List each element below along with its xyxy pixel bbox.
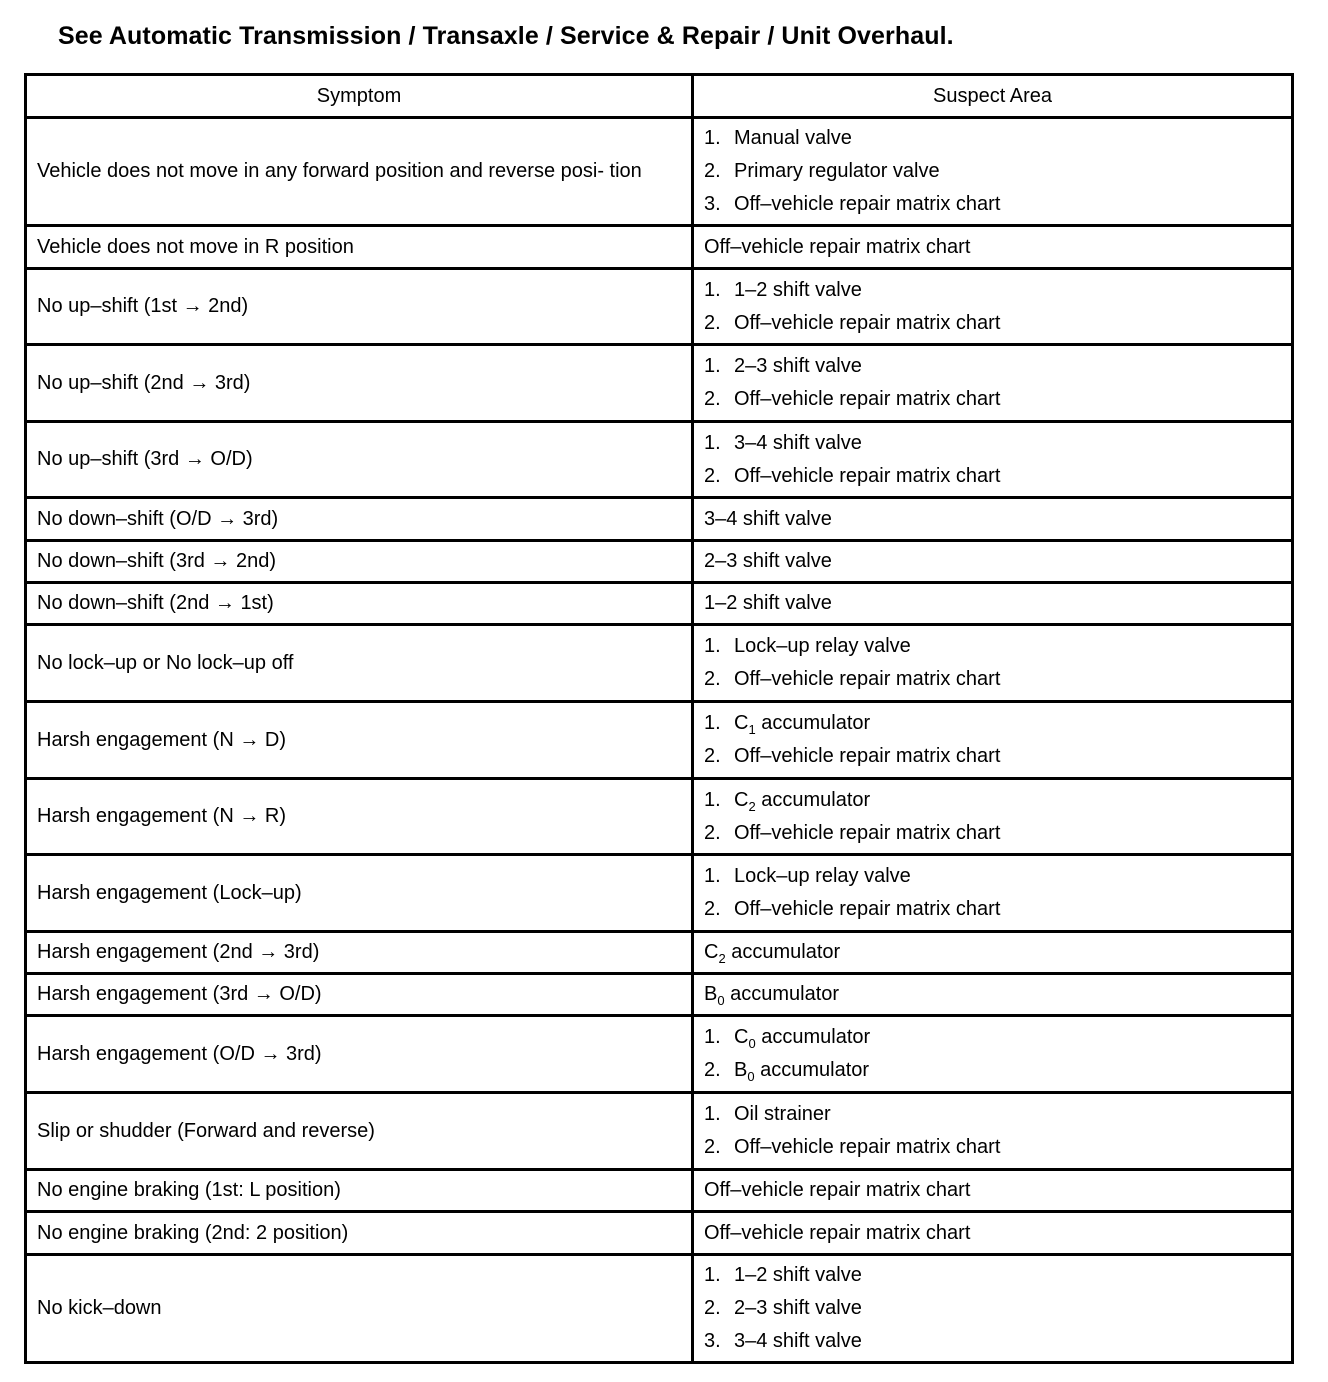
suspect-item (704, 350, 1281, 383)
suspect-area-cell (693, 855, 1293, 932)
item-number: 2. (704, 821, 721, 844)
symptom-cell: No up–shift (3rd → O/D) (26, 422, 693, 498)
table-row (26, 541, 1293, 583)
table-row (26, 932, 1293, 974)
suspect-item (704, 936, 1281, 969)
suspect-area-cell (693, 932, 1293, 974)
table-row (26, 702, 1293, 779)
suspect-item (704, 1021, 1281, 1054)
component-subscript: 1 (748, 722, 756, 737)
suspect-item (704, 1174, 1281, 1207)
suspect-item (704, 860, 1281, 893)
table-row (26, 1093, 1293, 1170)
symptom-cell: Vehicle does not move in any forward position and reverse posi- tion (26, 118, 693, 226)
table-body (26, 118, 1293, 1363)
suspect-item (704, 383, 1281, 416)
component-suffix: accumulator (755, 788, 871, 811)
item-number: 1. (704, 635, 721, 657)
item-number: 1. (704, 1264, 721, 1286)
item-number: 2. (704, 1059, 721, 1081)
item-number: 1. (704, 355, 721, 377)
suspect-item (704, 1131, 1281, 1164)
component-letter: B (734, 1059, 748, 1081)
item-number: 2. (704, 160, 721, 182)
suspect-item (704, 503, 1281, 536)
column-header-suspect-area: Suspect Area (693, 75, 1293, 118)
symptom-cell: No kick–down (26, 1255, 693, 1363)
suspect-item (704, 1217, 1281, 1250)
symptom-cell: Harsh engagement (Lock–up) (26, 855, 693, 932)
table-row (26, 226, 1293, 269)
symptom-cell: No down–shift (O/D → 3rd) (26, 498, 693, 541)
suspect-area-cell (693, 422, 1293, 498)
table-row (26, 422, 1293, 498)
item-number: 2. (704, 668, 721, 690)
table-row (26, 1016, 1293, 1093)
suspect-text: Off–vehicle repair matrix chart (734, 464, 1001, 487)
table-row (26, 625, 1293, 702)
suspect-text: 3–4 shift valve (704, 507, 832, 530)
suspect-area-cell (693, 583, 1293, 625)
component-subscript: 0 (747, 1069, 755, 1084)
suspect-item (704, 587, 1281, 620)
item-number: 2. (704, 1136, 721, 1158)
item-number: 1. (704, 1026, 721, 1048)
suspect-item (704, 1292, 1281, 1325)
component-suffix: accumulator (755, 712, 871, 734)
suspect-area-cell (693, 1093, 1293, 1170)
suspect-item (704, 155, 1281, 188)
item-number: 2. (704, 311, 721, 334)
symptom-table (24, 73, 1294, 1364)
component-suffix: accumulator (724, 983, 840, 1005)
suspect-text: Off–vehicle repair matrix chart (734, 898, 1001, 920)
symptom-cell: No up–shift (2nd → 3rd) (26, 345, 693, 422)
suspect-text: 2–3 shift valve (734, 1297, 862, 1319)
suspect-item (704, 740, 1281, 773)
page-heading: See Automatic Transmission / Transaxle / Service & Repair / Unit Overhaul. (58, 22, 954, 50)
component-suffix: accumulator (754, 1059, 870, 1081)
suspect-item (704, 663, 1281, 696)
table-row (26, 345, 1293, 422)
item-number: 3. (704, 1330, 721, 1352)
suspect-text: Lock–up relay valve (734, 635, 911, 657)
table-row (26, 974, 1293, 1016)
item-number: 2. (704, 464, 721, 487)
component-subscript: 2 (718, 951, 726, 966)
suspect-area-cell (693, 1212, 1293, 1255)
suspect-text: Off–vehicle repair matrix chart (704, 1221, 971, 1244)
item-number: 1. (704, 865, 721, 887)
suspect-text: Off–vehicle repair matrix chart (704, 235, 971, 258)
component-suffix: accumulator (725, 941, 841, 963)
table-row (26, 1170, 1293, 1212)
symptom-cell: No down–shift (3rd → 2nd) (26, 541, 693, 583)
table-row (26, 269, 1293, 345)
suspect-item (704, 817, 1281, 850)
suspect-item (704, 1098, 1281, 1131)
suspect-text: 1–2 shift valve (704, 592, 832, 614)
table-row (26, 1255, 1293, 1363)
item-number: 2. (704, 898, 721, 920)
suspect-item (704, 545, 1281, 578)
suspect-area-cell (693, 702, 1293, 779)
suspect-item (704, 784, 1281, 817)
item-number: 1. (704, 788, 721, 811)
suspect-text: Off–vehicle repair matrix chart (704, 1179, 971, 1201)
suspect-item (704, 1259, 1281, 1292)
suspect-area-cell (693, 1255, 1293, 1363)
suspect-item (704, 707, 1281, 740)
column-header-symptom: Symptom (26, 75, 693, 118)
suspect-item (704, 188, 1281, 221)
suspect-area-cell (693, 1016, 1293, 1093)
suspect-item (704, 630, 1281, 663)
component-letter: C (734, 788, 749, 811)
table-row (26, 779, 1293, 855)
symptom-cell: No engine braking (1st: L position) (26, 1170, 693, 1212)
suspect-area-cell (693, 345, 1293, 422)
symptom-cell: No down–shift (2nd → 1st) (26, 583, 693, 625)
table-row (26, 855, 1293, 932)
suspect-item (704, 978, 1281, 1011)
item-number: 1. (704, 278, 721, 301)
table-row (26, 1212, 1293, 1255)
suspect-text: Primary regulator valve (734, 160, 940, 182)
suspect-area-cell (693, 498, 1293, 541)
component-letter: B (704, 983, 718, 1005)
symptom-cell: No up–shift (1st → 2nd) (26, 269, 693, 345)
suspect-area-cell (693, 541, 1293, 583)
item-number: 3. (704, 193, 721, 215)
suspect-area-cell (693, 1170, 1293, 1212)
table-row (26, 583, 1293, 625)
component-letter: C (734, 1026, 749, 1048)
symptom-cell: Harsh engagement (2nd → 3rd) (26, 932, 693, 974)
suspect-text: 1–2 shift valve (734, 278, 862, 301)
suspect-text: Off–vehicle repair matrix chart (734, 193, 1001, 215)
symptom-cell: Slip or shudder (Forward and reverse) (26, 1093, 693, 1170)
item-number: 2. (704, 1297, 721, 1319)
suspect-item (704, 427, 1281, 460)
table-row (26, 498, 1293, 541)
symptom-cell: No engine braking (2nd: 2 position) (26, 1212, 693, 1255)
suspect-area-cell (693, 974, 1293, 1016)
suspect-text: 3–4 shift valve (734, 1330, 862, 1352)
item-number: 1. (704, 431, 721, 454)
suspect-text: Oil strainer (734, 1103, 831, 1125)
suspect-text: 1–2 shift valve (734, 1264, 862, 1286)
suspect-text: Off–vehicle repair matrix chart (734, 1136, 1001, 1158)
suspect-text: 3–4 shift valve (734, 431, 862, 454)
item-number: 1. (704, 1103, 721, 1125)
item-number: 2. (704, 745, 721, 767)
suspect-text: 2–3 shift valve (734, 355, 862, 377)
suspect-text: Off–vehicle repair matrix chart (734, 388, 1001, 410)
suspect-item (704, 1325, 1281, 1358)
suspect-item (704, 231, 1281, 264)
symptom-cell: Harsh engagement (3rd → O/D) (26, 974, 693, 1016)
item-number: 1. (704, 127, 721, 149)
item-number: 1. (704, 712, 721, 734)
suspect-text: Off–vehicle repair matrix chart (734, 311, 1001, 334)
symptom-cell: No lock–up or No lock–up off (26, 625, 693, 702)
suspect-text: Off–vehicle repair matrix chart (734, 745, 1001, 767)
item-number: 2. (704, 388, 721, 410)
suspect-text: 2–3 shift valve (704, 550, 832, 572)
suspect-item (704, 1054, 1281, 1087)
symptom-cell: Harsh engagement (N → R) (26, 779, 693, 855)
symptom-cell: Vehicle does not move in R position (26, 226, 693, 269)
suspect-area-cell (693, 118, 1293, 226)
component-suffix: accumulator (755, 1026, 871, 1048)
suspect-area-cell (693, 625, 1293, 702)
suspect-area-cell (693, 269, 1293, 345)
suspect-item (704, 307, 1281, 340)
component-letter: C (704, 941, 719, 963)
component-letter: C (734, 712, 749, 734)
table-row (26, 118, 1293, 226)
component-subscript: 0 (748, 1036, 756, 1051)
suspect-area-cell (693, 226, 1293, 269)
suspect-text: Off–vehicle repair matrix chart (734, 668, 1001, 690)
suspect-text: Lock–up relay valve (734, 865, 911, 887)
suspect-item (704, 460, 1281, 493)
symptom-cell: Harsh engagement (O/D → 3rd) (26, 1016, 693, 1093)
component-subscript: 2 (748, 798, 756, 814)
suspect-text: Manual valve (734, 127, 852, 149)
table-header-row (26, 75, 1293, 118)
suspect-item (704, 893, 1281, 926)
suspect-item (704, 274, 1281, 307)
component-subscript: 0 (717, 993, 725, 1008)
suspect-item (704, 122, 1281, 155)
symptom-cell: Harsh engagement (N → D) (26, 702, 693, 779)
suspect-area-cell (693, 779, 1293, 855)
suspect-text: Off–vehicle repair matrix chart (734, 821, 1001, 844)
